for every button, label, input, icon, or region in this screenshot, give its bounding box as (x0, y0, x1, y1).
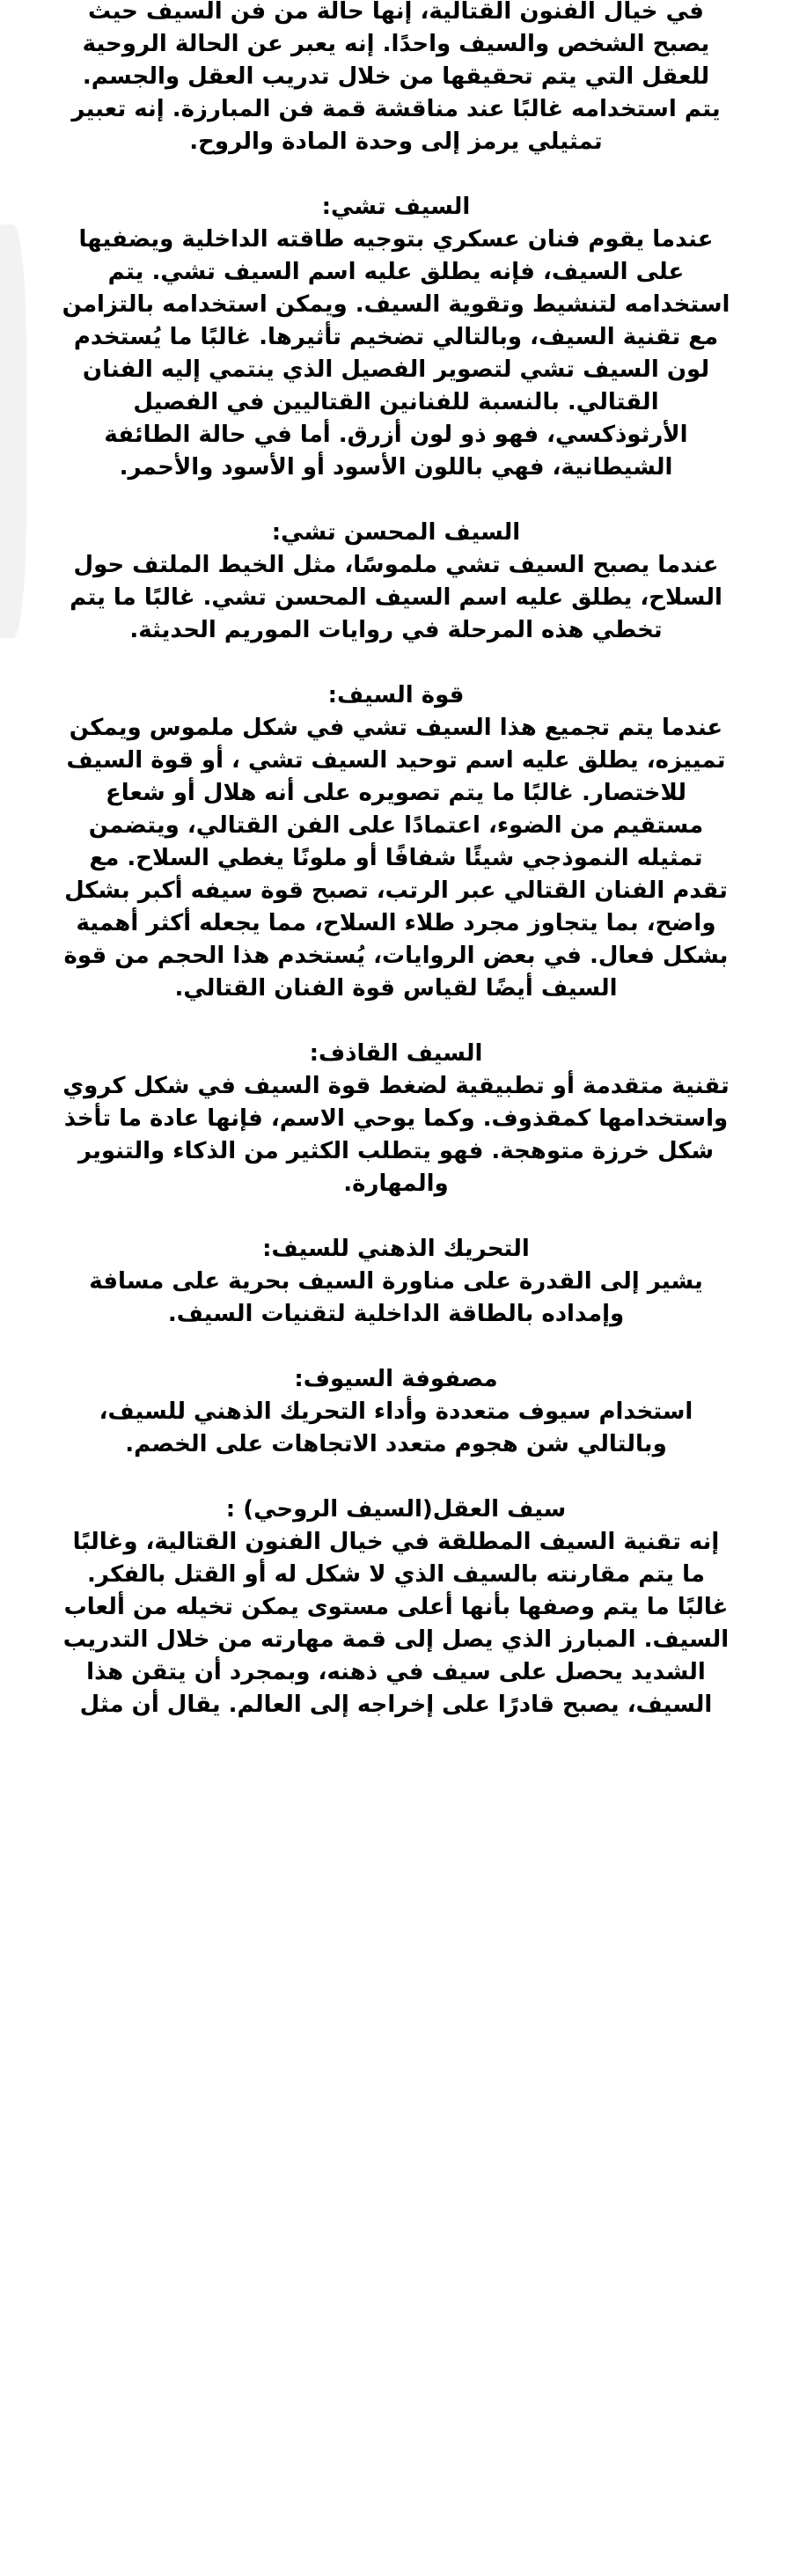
section-heading: السيف المحسن تشي: (271, 519, 521, 546)
section-paragraph: إنه تقنية السيف المطلقة في خيال الفنون القتالية، وغالبًا ما يتم مقارنته بالسيف الذي لا شكل له أو القتل بالفكر. غالبًا ما يتم وصفها بأنها أعلى مستوى يمكن تخيله من ألعاب السيف. المبارز الذي يصل إلى قمة مهارته من خلال التدريب الشديد يحصل على سيف في ذهنه، وبمجرد أن يتقن هذا السيف، يصبح قادرًا على إخراجه إلى العالم. يقال أن مثل (62, 1529, 730, 1718)
section-heading: سيف العقل(السيف الروحي) : (225, 1496, 567, 1523)
section-heading: التحريك الذهني للسيف: (262, 1236, 530, 1262)
section-paragraph: تقنية متقدمة أو تطبيقية لضغط قوة السيف في شكل كروي واستخدامها كمقذوف. وكما يوحي الاسم، فإنها عادة ما تأخذ شكل خرزة متوهجة. فهو يتطلب الكثير من الذكاء والتنوير والمهارة. (62, 1073, 730, 1197)
section-heading: قوة السيف: (327, 682, 465, 708)
section-sword-projectile (62, 1038, 730, 1200)
section-heading: السيف تشي: (321, 194, 471, 220)
section-sword-telekinesis (62, 1233, 730, 1331)
section-paragraph: عندما يقوم فنان عسكري بتوجيه طاقته الداخلية ويضفيها على السيف، فإنه يطلق عليه اسم السيف تشي. يتم استخدامه لتنشيط وتقوية السيف. ويمكن استخدامه بالتزامن مع تقنية السيف، وبالتالي تضخيم تأثيرها. غالبًا ما يُستخدم لون السيف تشي لتصوير الفصيل الذي ينتمي إليه الفنان القتالي. بالنسبة للفنانين القتاليين في الفصيل الأرثوذكسي، فهو ذو لون أزرق. أما في حالة الطائفة الشيطانية، فهي باللون الأسود أو الأسود والأحمر. (62, 226, 730, 481)
section-sword-array (62, 1363, 730, 1461)
section-enhanced-sword-qi (62, 517, 730, 647)
section-paragraph: عندما يتم تجميع هذا السيف تشي في شكل ملموس ويمكن تمييزه، يطلق عليه اسم توحيد السيف تشي ، أو قوة السيف للاختصار. غالبًا ما يتم تصويره على أنه هلال أو شعاع مستقيم من الضوء، اعتمادًا على الفن القتالي، ويتضمن تمثيله النموذجي شيئًا شفافًا أو ملونًا يغطي السلاح. مع تقدم الفنان القتالي عبر الرتب، تصبح قوة سيفه أكبر بشكل واضح، بما يتجاوز مجرد طلاء السلاح، مما يجعله أكثر أهمية بشكل فعال. في بعض الروايات، يُستخدم هذا الحجم من قوة السيف أيضًا لقياس قوة الفنان القتالي. (63, 715, 729, 1002)
section-mind-sword (62, 1493, 730, 1721)
section-paragraph: استخدام سيوف متعددة وأداء التحريك الذهني للسيف، وبالتالي شن هجوم متعدد الاتجاهات على الخصم. (99, 1398, 693, 1457)
section-heading: السيف القاذف: (309, 1040, 483, 1067)
section-sword-qi (62, 191, 730, 484)
section-paragraph: يشير إلى القدرة على مناورة السيف بحرية على مسافة وإمداده بالطاقة الداخلية لتقنيات السيف. (89, 1268, 703, 1327)
section-heading: مصفوفة السيوف: (294, 1366, 498, 1392)
article-body (62, 0, 730, 1754)
section-paragraph: عندما يصبح السيف تشي ملموسًا، مثل الخيط الملتف حول السلاح، يطلق عليه اسم السيف المحسن تشي. غالبًا ما يتم تخطي هذه المرحلة في روايات الموريم الحديثة. (70, 552, 722, 643)
intro-section (62, 0, 730, 158)
intro-paragraph: في خيال الفنون القتالية، إنها حالة من فن السيف حيث يصبح الشخص والسيف واحدًا. إنه يعبر عن الحالة الروحية للعقل التي يتم تحقيقها من خلال تدريب العقل والجسم. يتم استخدامه غالبًا عند مناقشة قمة فن المبارزة. إنه تعبير تمثيلي يرمز إلى وحدة المادة والروح. (71, 0, 721, 155)
page-edge-shadow (0, 224, 26, 638)
section-sword-force (62, 679, 730, 1005)
